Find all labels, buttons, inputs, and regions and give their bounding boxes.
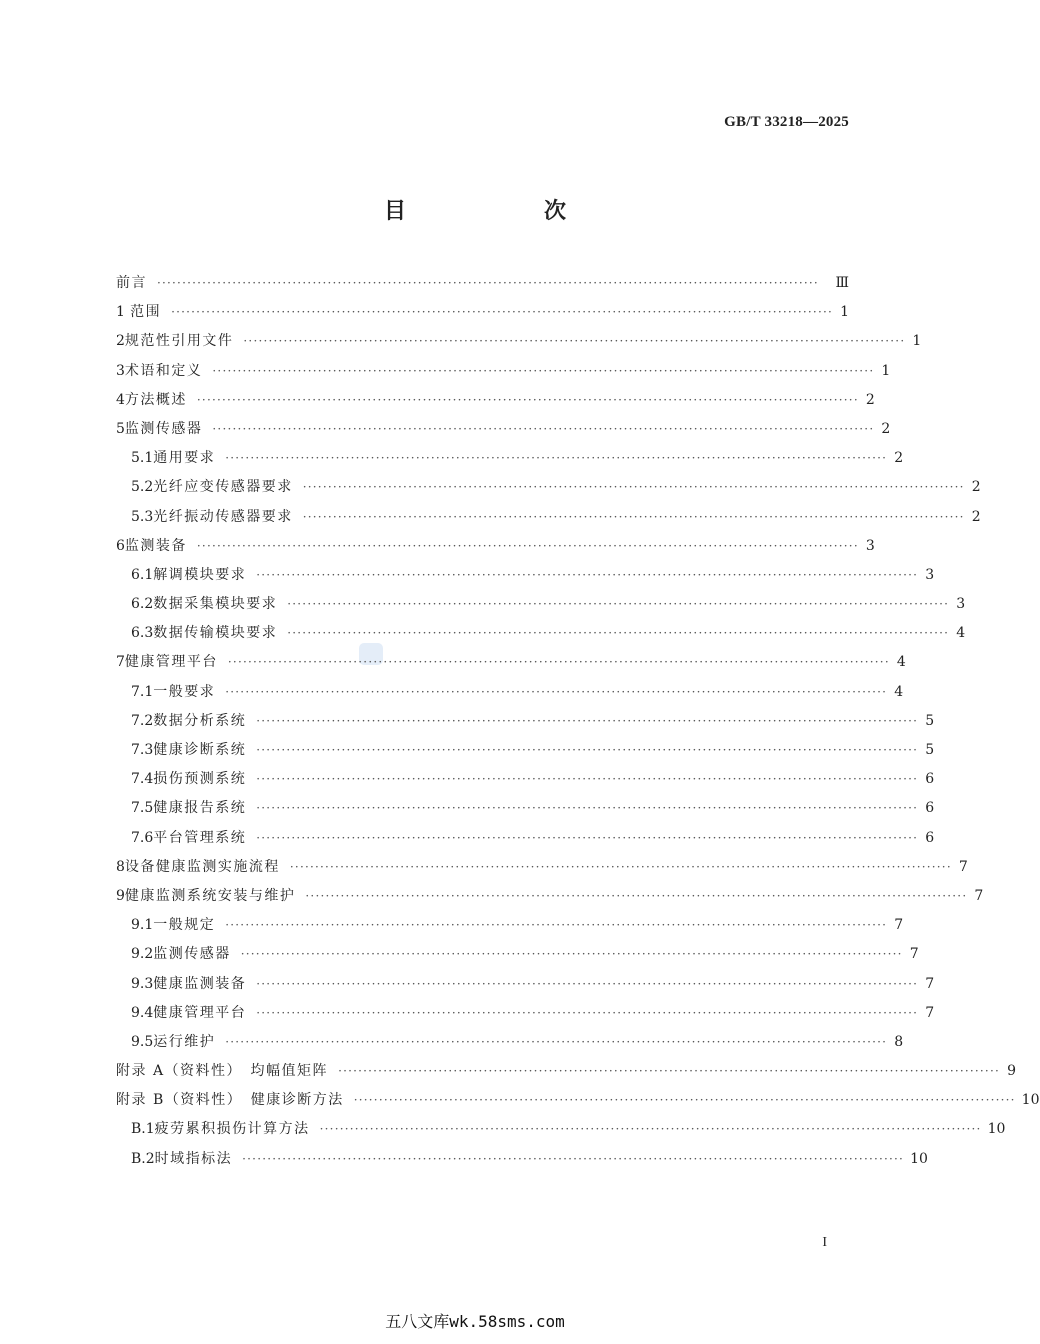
toc-entry-number: 4 xyxy=(116,391,125,408)
toc-entry-page: 10 xyxy=(1021,1092,1040,1109)
toc-entry-page: 6 xyxy=(925,800,935,817)
toc-entry-label: 损伤预测系统 xyxy=(153,771,247,788)
toc-leader-dots: ···································································································································· xyxy=(256,830,919,845)
toc-entry[interactable] xyxy=(116,415,891,444)
toc-leader-dots: ···································································································································· xyxy=(225,451,888,466)
toc-entry-page: 8 xyxy=(894,1033,904,1050)
toc-entry-page: 4 xyxy=(956,625,966,642)
toc-entry-page: 2 xyxy=(971,508,981,525)
toc-entry-label: 健康监测装备 xyxy=(153,975,247,992)
toc-entry[interactable] xyxy=(116,532,875,561)
toc-entry-label: 健康诊断系统 xyxy=(153,742,247,758)
toc-entry-number: 5.3 xyxy=(131,508,154,525)
toc-entry-number: B.1 xyxy=(131,1121,155,1138)
toc-leader-dots: ···································································································································· xyxy=(240,947,903,962)
toc-entry[interactable] xyxy=(116,357,891,386)
toc-entry-number: 7.3 xyxy=(131,742,154,758)
toc-entry-number: 3 xyxy=(116,362,125,379)
toc-entry-label: 数据传输模块要求 xyxy=(153,625,278,642)
toc-leader-dots: ···································································································································· xyxy=(302,509,965,524)
toc-entry-number: 7.1 xyxy=(131,683,154,700)
toc-entry-number: 9 xyxy=(116,887,125,904)
toc-entry-label: 时域指标法 xyxy=(154,1150,233,1167)
toc-entry[interactable] xyxy=(116,298,849,327)
toc-entry-number: 9.4 xyxy=(131,1004,154,1021)
toc-entry-page: 2 xyxy=(865,391,875,408)
toc-entry[interactable] xyxy=(116,648,906,677)
toc-entry-label: 监测装备 xyxy=(124,537,187,554)
toc-entry-label: 数据采集模块要求 xyxy=(153,596,278,613)
toc-entry-number: 7.2 xyxy=(131,712,154,729)
toc-entry[interactable] xyxy=(116,794,935,823)
toc-entry-page: 7 xyxy=(974,887,984,904)
toc-entry-label: 平台管理系统 xyxy=(153,829,247,846)
toc-entry-label: 设备健康监测实施流程 xyxy=(124,858,280,875)
toc-entry-number: 2 xyxy=(116,333,125,350)
toc-entry-label: 范围 xyxy=(130,304,162,321)
toc-entry[interactable] xyxy=(116,824,935,853)
table-of-contents xyxy=(116,269,1040,1174)
toc-entry-page: 1 xyxy=(881,362,891,379)
toc-leader-dots: ···································································································································· xyxy=(256,743,919,757)
toc-entry[interactable] xyxy=(116,619,966,648)
toc-entry-label: 监测传感器 xyxy=(153,946,231,963)
toc-entry-page: 4 xyxy=(894,683,904,700)
toc-leader-dots: ···································································································································· xyxy=(256,976,919,991)
toc-entry-page: 10 xyxy=(987,1121,1006,1138)
toc-leader-dots: ···································································································································· xyxy=(157,276,819,290)
toc-leader-dots: ···································································································································· xyxy=(287,597,950,612)
toc-entry-page: 3 xyxy=(865,537,875,554)
toc-entry-page: 3 xyxy=(956,596,966,613)
toc-entry-page: 2 xyxy=(971,479,981,496)
toc-entry-page: Ⅲ xyxy=(835,275,849,291)
toc-entry[interactable] xyxy=(116,940,919,969)
toc-entry-label: 健康监测系统安装与维护 xyxy=(124,887,296,904)
toc-entry-number: 8 xyxy=(116,858,125,875)
toc-entry-page: 5 xyxy=(925,712,935,729)
toc-entry-number: 5 xyxy=(116,420,125,437)
toc-entry[interactable] xyxy=(116,327,922,356)
toc-entry[interactable] xyxy=(116,269,849,298)
toc-entry-page: 9 xyxy=(1007,1063,1016,1080)
toc-leader-dots: ···································································································································· xyxy=(212,421,875,436)
toc-leader-dots: ···································································································································· xyxy=(256,1005,919,1020)
toc-entry-page: 6 xyxy=(925,829,935,846)
toc-entry-page: 1 xyxy=(912,333,922,350)
toc-entry[interactable] xyxy=(116,911,904,940)
toc-entry[interactable] xyxy=(116,444,904,473)
toc-entry[interactable] xyxy=(116,1028,904,1057)
toc-leader-dots: ···································································································································· xyxy=(242,1151,905,1166)
page-number: I xyxy=(822,1235,827,1250)
toc-entry-page: 10 xyxy=(910,1150,928,1167)
toc-entry-label: 健康管理平台 xyxy=(124,654,218,671)
toc-entry-label: 疲劳累积损伤计算方法 xyxy=(154,1121,310,1138)
toc-leader-dots: ···································································································································· xyxy=(256,801,919,816)
toc-entry-label: 附录 A（资料性） 均幅值矩阵 xyxy=(116,1063,329,1080)
toc-entry-label: 健康管理平台 xyxy=(153,1004,247,1021)
toc-entry-page: 7 xyxy=(925,1004,935,1021)
toc-leader-dots: ···································································································································· xyxy=(353,1093,1016,1108)
toc-entry-label: 监测传感器 xyxy=(124,420,203,437)
toc-entry-label: 规范性引用文件 xyxy=(124,333,234,350)
toc-entry-label: 数据分析系统 xyxy=(153,712,247,729)
toc-entry-number: 6.2 xyxy=(131,596,154,613)
toc-entry[interactable] xyxy=(116,1115,1006,1144)
toc-entry-label: 光纤应变传感器要求 xyxy=(153,479,293,496)
toc-leader-dots: ···································································································································· xyxy=(225,918,888,933)
toc-leader-dots: ···································································································································· xyxy=(256,772,919,787)
toc-entry-page: 7 xyxy=(958,858,968,875)
toc-entry-label: 前言 xyxy=(116,275,147,291)
toc-entry-number: 9.1 xyxy=(131,917,154,934)
toc-leader-dots: ···································································································································· xyxy=(302,480,965,495)
toc-entry-label: 方法概述 xyxy=(124,391,187,408)
toc-leader-dots: ···································································································································· xyxy=(225,684,888,699)
toc-entry-number: 6.1 xyxy=(131,566,154,583)
toc-entry-number: 7.4 xyxy=(131,771,154,788)
toc-entry[interactable] xyxy=(116,561,935,590)
toc-entry-number: 5.2 xyxy=(131,479,154,496)
toc-entry-label: 解调模块要求 xyxy=(153,566,247,583)
toc-entry-page: 7 xyxy=(909,946,919,963)
toc-entry-number: 7 xyxy=(116,654,125,671)
toc-entry-page: 6 xyxy=(925,771,935,788)
toc-entry-number: 7.6 xyxy=(131,829,154,846)
toc-entry-number: 9.2 xyxy=(131,946,154,963)
toc-entry-label: 术语和定义 xyxy=(124,362,203,379)
toc-entry[interactable] xyxy=(116,473,981,502)
toc-entry-label: 通用要求 xyxy=(153,450,216,467)
toc-entry-page: 2 xyxy=(894,450,904,467)
toc-leader-dots: ···································································································································· xyxy=(319,1122,982,1137)
toc-entry[interactable] xyxy=(116,1145,928,1174)
toc-entry[interactable] xyxy=(116,1057,1016,1086)
toc-entry[interactable] xyxy=(116,999,935,1028)
toc-entry-number: 6.3 xyxy=(131,625,154,642)
toc-leader-dots: ···································································································································· xyxy=(289,859,952,874)
toc-title: 目 次 xyxy=(383,199,624,224)
toc-leader-dots: ···································································································································· xyxy=(256,567,919,582)
toc-entry-number: 9.5 xyxy=(131,1033,154,1050)
toc-entry-page: 2 xyxy=(881,420,891,437)
toc-leader-dots: ···································································································································· xyxy=(225,1034,888,1049)
toc-entry-page: 4 xyxy=(896,654,906,671)
toc-entry[interactable] xyxy=(116,1086,1040,1115)
toc-leader-dots: ···································································································································· xyxy=(287,626,950,641)
toc-entry-label: 附录 B（资料性） 健康诊断方法 xyxy=(116,1092,344,1109)
toc-entry-number: 5.1 xyxy=(131,450,154,467)
toc-leader-dots: ···································································································································· xyxy=(196,538,859,553)
toc-entry[interactable] xyxy=(116,590,966,619)
toc-leader-dots: ···································································································································· xyxy=(196,392,859,407)
toc-entry[interactable] xyxy=(116,678,904,707)
toc-entry[interactable] xyxy=(116,707,935,736)
toc-entry-page: 1 xyxy=(840,304,849,321)
toc-leader-dots: ···································································································································· xyxy=(212,363,875,378)
toc-entry-label: 一般规定 xyxy=(153,917,216,934)
toc-entry-page: 5 xyxy=(925,742,935,758)
toc-entry[interactable] xyxy=(116,882,984,911)
toc-entry-label: 健康报告系统 xyxy=(153,800,247,817)
toc-entry[interactable] xyxy=(116,970,935,999)
toc-entry[interactable] xyxy=(116,503,981,532)
toc-entry-page: 3 xyxy=(925,566,935,583)
toc-entry-number: 1 xyxy=(116,304,125,321)
toc-entry[interactable] xyxy=(116,765,935,794)
toc-leader-dots: ···································································································································· xyxy=(171,305,833,320)
toc-entry-number: 9.3 xyxy=(131,975,154,992)
toc-entry-label: 光纤振动传感器要求 xyxy=(153,508,293,525)
toc-leader-dots: ···································································································································· xyxy=(338,1064,1000,1079)
toc-entry-number: 6 xyxy=(116,537,125,554)
standard-code: GB/T 33218—2025 xyxy=(724,114,849,130)
footer-watermark-text: 五八文库wk.58sms.com xyxy=(385,1312,565,1331)
toc-leader-dots: ···································································································································· xyxy=(243,334,906,349)
toc-entry-number: B.2 xyxy=(131,1150,155,1167)
toc-entry-page: 7 xyxy=(894,917,904,934)
toc-entry[interactable] xyxy=(116,386,875,415)
toc-leader-dots: ···································································································································· xyxy=(227,655,890,670)
toc-entry[interactable] xyxy=(116,853,968,882)
toc-entry-number: 7.5 xyxy=(131,800,154,817)
toc-leader-dots: ···································································································································· xyxy=(305,888,968,903)
toc-entry-label: 运行维护 xyxy=(153,1033,216,1050)
toc-entry-label: 一般要求 xyxy=(153,683,216,700)
toc-entry-page: 7 xyxy=(925,975,935,992)
toc-entry[interactable] xyxy=(116,736,935,765)
toc-leader-dots: ···································································································································· xyxy=(256,713,919,728)
